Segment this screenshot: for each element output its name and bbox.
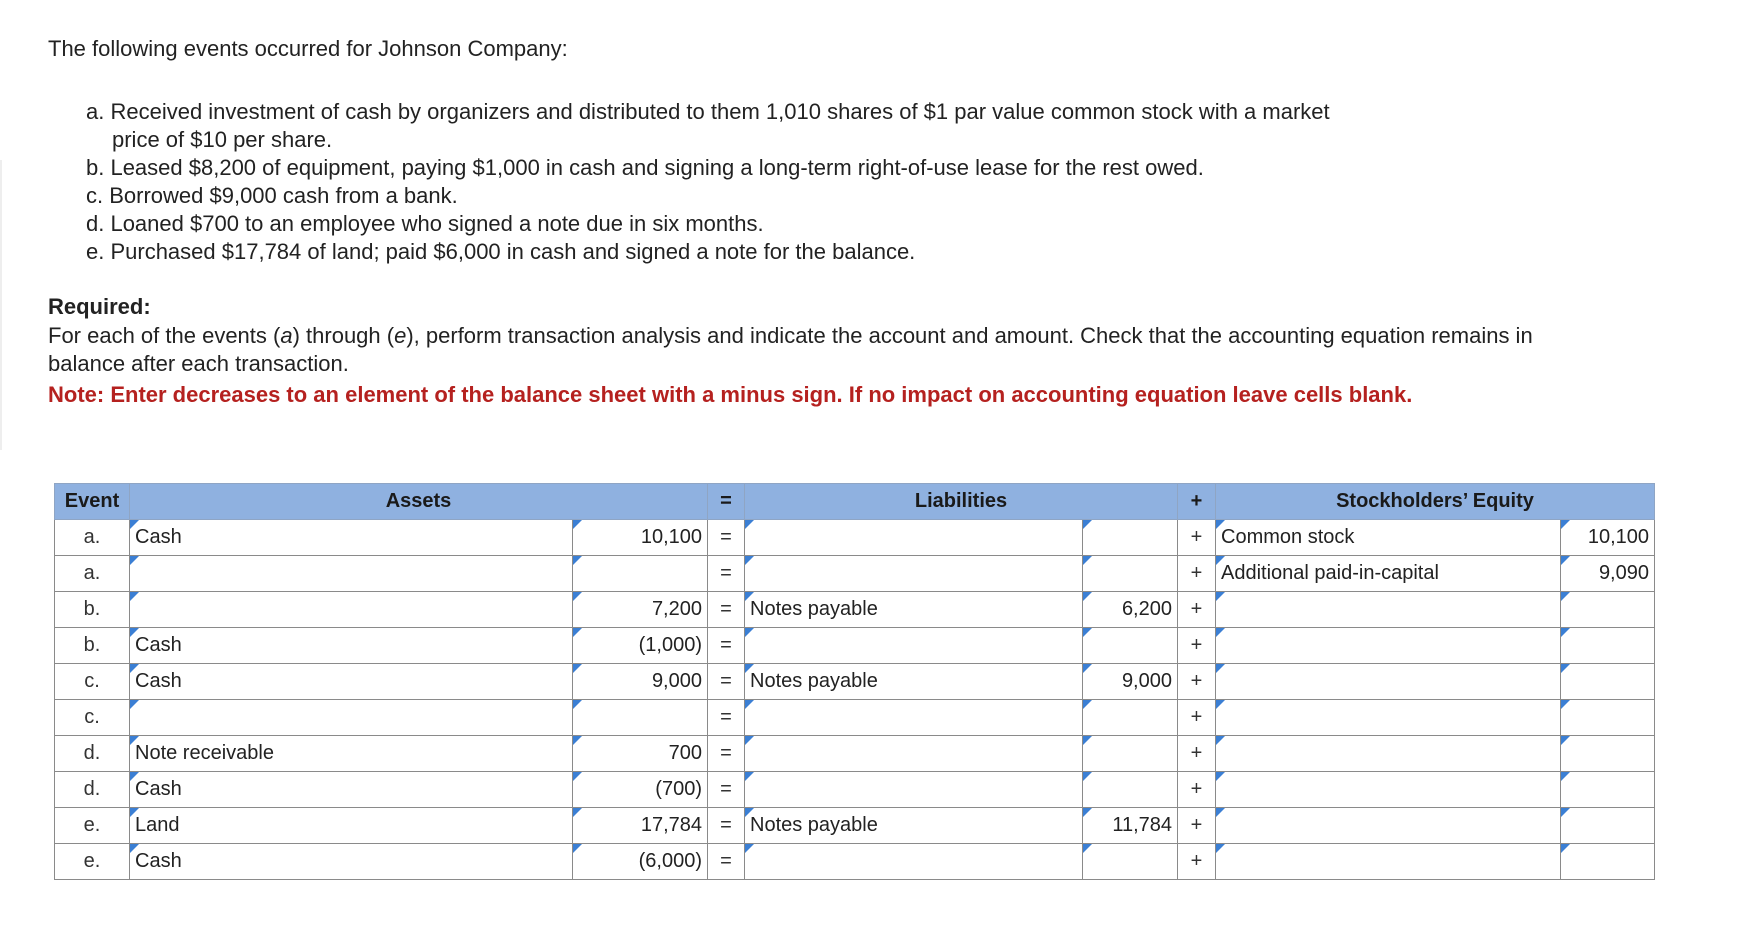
required-title: Required: (48, 294, 151, 319)
plus-sign: + (1178, 700, 1216, 736)
row-event-label: c. (55, 700, 130, 736)
asset-amount-input-value: (6,000) (638, 850, 702, 872)
event-d: d. Loaned $700 to an employee who signed a note due in six months. (86, 211, 764, 236)
liability-account-input[interactable] (745, 556, 1083, 592)
header-assets: Assets (130, 484, 708, 520)
equals-sign: = (708, 844, 745, 880)
plus-sign: + (1178, 592, 1216, 628)
plus-sign: + (1178, 664, 1216, 700)
liability-amount-input-value: 11,784 (1112, 814, 1172, 836)
liability-account-input[interactable] (745, 700, 1083, 736)
event-a-line2: price of $10 per share. (112, 127, 333, 152)
asset-amount-input[interactable] (573, 736, 708, 772)
plus-sign: + (1178, 736, 1216, 772)
liability-amount-input[interactable] (1083, 844, 1178, 880)
required-text-1: For each of the events ( (48, 323, 281, 348)
row-event-label: d. (55, 736, 130, 772)
asset-amount-input[interactable] (573, 808, 708, 844)
liability-account-input[interactable] (745, 736, 1083, 772)
table-row (55, 520, 1655, 556)
asset-amount-input[interactable] (573, 520, 708, 556)
equals-sign: = (708, 664, 745, 700)
equity-account-input-value: Additional paid-in-capital (1221, 562, 1439, 584)
asset-account-input[interactable] (130, 844, 573, 880)
asset-account-input[interactable] (130, 736, 573, 772)
required-text (48, 322, 1548, 378)
required-text-2: ) through ( (292, 323, 395, 348)
liability-amount-input[interactable] (1083, 772, 1178, 808)
asset-account-input-value: Cash (135, 634, 182, 656)
asset-amount-input-value: 17,784 (640, 814, 702, 836)
table-row (55, 592, 1655, 628)
equity-account-input[interactable] (1216, 808, 1561, 844)
equity-account-input[interactable] (1216, 592, 1561, 628)
asset-account-input-value: Cash (135, 778, 182, 800)
equity-account-input[interactable] (1216, 772, 1561, 808)
equals-sign: = (708, 700, 745, 736)
instruction-note: Note: Enter decreases to an element of the balance sheet with a minus sign. If no impact on accounting equation leave cells blank. (48, 382, 1413, 407)
plus-sign: + (1178, 520, 1216, 556)
header-equity: Stockholders’ Equity (1216, 484, 1655, 520)
liability-amount-input[interactable] (1083, 592, 1178, 628)
asset-amount-input-value: 700 (668, 742, 702, 764)
equity-amount-input[interactable] (1561, 556, 1655, 592)
row-event-label: e. (55, 808, 130, 844)
event-b: b. Leased $8,200 of equipment, paying $1,000 in cash and signing a long-term right-of-use lease for the rest owed. (86, 155, 1204, 180)
asset-account-input[interactable] (130, 592, 573, 628)
equity-account-input[interactable] (1216, 700, 1561, 736)
table-row (55, 808, 1655, 844)
equity-amount-input-value: 9,090 (1598, 562, 1649, 584)
table-row (55, 664, 1655, 700)
required-text-e: e (394, 323, 407, 348)
header-plus: + (1178, 484, 1216, 520)
table-row (55, 844, 1655, 880)
asset-account-input-value: Note receivable (135, 742, 274, 764)
equity-amount-input-value: 10,100 (1587, 526, 1649, 548)
asset-account-input[interactable] (130, 700, 573, 736)
equity-account-input[interactable] (1216, 520, 1561, 556)
asset-account-input[interactable] (130, 628, 573, 664)
asset-account-input[interactable] (130, 772, 573, 808)
required-text-3: ), perform transaction analysis and indicate the account and amount. Check that the accounting equation remains in balance after each transaction. (48, 323, 1533, 376)
asset-amount-input[interactable] (573, 628, 708, 664)
asset-amount-input-value: (700) (655, 778, 702, 800)
equity-account-input[interactable] (1216, 556, 1561, 592)
table-row (55, 556, 1655, 592)
row-event-label: c. (55, 664, 130, 700)
liability-amount-input-value: 9,000 (1121, 670, 1172, 692)
table-row (55, 700, 1655, 736)
equity-amount-input[interactable] (1561, 808, 1655, 844)
equals-sign: = (708, 808, 745, 844)
equity-account-input[interactable] (1216, 628, 1561, 664)
event-a-line1: a. Received investment of cash by organizers and distributed to them 1,010 shares of $1 par value common stock with a market (86, 99, 1330, 124)
asset-account-input[interactable] (130, 556, 573, 592)
row-event-label: a. (55, 520, 130, 556)
event-c: c. Borrowed $9,000 cash from a bank. (86, 183, 458, 208)
equals-sign: = (708, 628, 745, 664)
table-row (55, 628, 1655, 664)
liability-account-input[interactable] (745, 772, 1083, 808)
equals-sign: = (708, 520, 745, 556)
asset-amount-input[interactable] (573, 844, 708, 880)
asset-amount-input[interactable] (573, 664, 708, 700)
equity-amount-input[interactable] (1561, 700, 1655, 736)
asset-amount-input-value: 9,000 (651, 670, 702, 692)
asset-account-input-value: Cash (135, 850, 182, 872)
plus-sign: + (1178, 628, 1216, 664)
equals-sign: = (708, 592, 745, 628)
intro-text: The following events occurred for Johnson Company: (48, 36, 568, 61)
header-event: Event (55, 484, 130, 520)
asset-amount-input-value: 7,200 (651, 598, 702, 620)
liability-account-input[interactable] (745, 520, 1083, 556)
transaction-table (54, 483, 1655, 880)
liability-account-input-value: Notes payable (750, 670, 878, 692)
row-event-label: d. (55, 772, 130, 808)
liability-amount-input[interactable] (1083, 628, 1178, 664)
equity-amount-input[interactable] (1561, 628, 1655, 664)
header-equals: = (708, 484, 745, 520)
equals-sign: = (708, 736, 745, 772)
asset-account-input[interactable] (130, 808, 573, 844)
plus-sign: + (1178, 772, 1216, 808)
liability-account-input-value: Notes payable (750, 814, 878, 836)
asset-amount-input[interactable] (573, 556, 708, 592)
equity-amount-input[interactable] (1561, 844, 1655, 880)
equity-account-input[interactable] (1216, 844, 1561, 880)
equity-account-input[interactable] (1216, 736, 1561, 772)
liability-amount-input[interactable] (1083, 664, 1178, 700)
event-list (86, 98, 1526, 266)
plus-sign: + (1178, 556, 1216, 592)
plus-sign: + (1178, 808, 1216, 844)
liability-account-input[interactable] (745, 808, 1083, 844)
equity-amount-input[interactable] (1561, 592, 1655, 628)
left-margin-line (0, 160, 2, 450)
liability-amount-input-value: 6,200 (1121, 598, 1172, 620)
liability-amount-input[interactable] (1083, 556, 1178, 592)
asset-amount-input-value: (1,000) (638, 634, 702, 656)
equity-account-input[interactable] (1216, 664, 1561, 700)
asset-account-input-value: Cash (135, 526, 182, 548)
row-event-label: e. (55, 844, 130, 880)
equals-sign: = (708, 556, 745, 592)
asset-amount-input[interactable] (573, 592, 708, 628)
header-liabilities: Liabilities (745, 484, 1178, 520)
liability-account-input[interactable] (745, 592, 1083, 628)
liability-amount-input[interactable] (1083, 520, 1178, 556)
asset-amount-input-value: 10,100 (640, 526, 702, 548)
row-event-label: b. (55, 592, 130, 628)
liability-account-input[interactable] (745, 628, 1083, 664)
equity-amount-input[interactable] (1561, 664, 1655, 700)
liability-amount-input[interactable] (1083, 700, 1178, 736)
table-row (55, 772, 1655, 808)
required-text-a: a (280, 323, 293, 348)
equity-amount-input[interactable] (1561, 772, 1655, 808)
table-header-row (55, 484, 1655, 520)
liability-account-input-value: Notes payable (750, 598, 878, 620)
row-event-label: b. (55, 628, 130, 664)
asset-account-input-value: Land (135, 814, 180, 836)
asset-account-input[interactable] (130, 664, 573, 700)
asset-amount-input[interactable] (573, 772, 708, 808)
table-row (55, 736, 1655, 772)
liability-amount-input[interactable] (1083, 808, 1178, 844)
row-event-label: a. (55, 556, 130, 592)
liability-amount-input[interactable] (1083, 736, 1178, 772)
asset-amount-input[interactable] (573, 700, 708, 736)
equity-amount-input[interactable] (1561, 736, 1655, 772)
liability-account-input[interactable] (745, 844, 1083, 880)
event-e: e. Purchased $17,784 of land; paid $6,000 in cash and signed a note for the balance. (86, 239, 916, 264)
asset-account-input[interactable] (130, 520, 573, 556)
event-a (86, 98, 1526, 154)
asset-account-input-value: Cash (135, 670, 182, 692)
liability-account-input[interactable] (745, 664, 1083, 700)
plus-sign: + (1178, 844, 1216, 880)
equity-account-input-value: Common stock (1221, 526, 1355, 548)
equity-amount-input[interactable] (1561, 520, 1655, 556)
equals-sign: = (708, 772, 745, 808)
